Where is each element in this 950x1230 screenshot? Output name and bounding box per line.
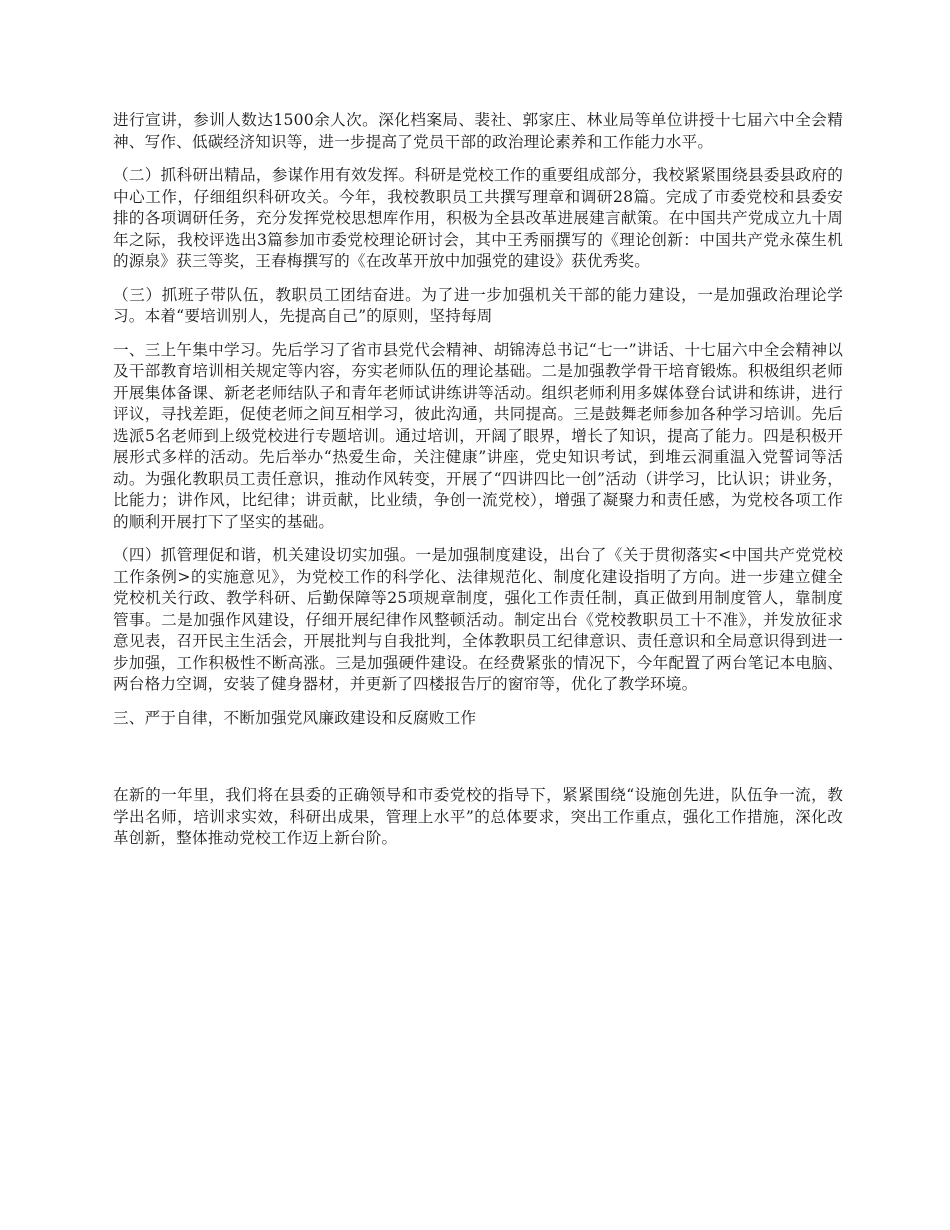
- paragraph-management: （四）抓管理促和谐，机关建设切实加强。一是加强制度建设，出台了《关于贯彻落实<中国共产党党校工作条例>的实施意见》，为党校工作的科学化、法律规范化、制度化建设指明了方向。进一步建立健全党校机关行政、教学科研、后勤保障等25项规章制度，强化工作责任制，真正做到用制度管人，靠制度管事。二是加强作风建设，仔细开展纪律作风整顿活动。制定出台《党校教职员工十不准》，并发放征求意见表，召开民主生活会，开展批判与自我批判，全体教职员工纪律意识、责任意识和全局意识得到进一步加强，工作积极性不断高涨。三是加强硬件建设。在经费紧张的情况下，今年配置了两台笔记本电脑、两台格力空调，安装了健身器材，并更新了四楼报告厅的窗帘等，优化了教学环境。: [113, 546, 843, 693]
- paragraph-research: （二）抓科研出精品，参谋作用有效发挥。科研是党校工作的重要组成部分，我校紧紧围绕县委县政府的中心工作，仔细组织科研攻关。今年，我校教职员工共撰写理章和调研28篇。完成了市委党校和县委安排的各项调研任务，充分发挥党校思想库作用，积极为全县改革进展建言献策。在中国共产党成立九十周年之际，我校评选出3篇参加市委党校理论研讨会，其中王秀丽撰写的《理论创新：中国共产党永葆生机的源泉》获三等奖，王春梅撰写的《在改革开放中加强党的建设》获优秀奖。: [113, 166, 843, 270]
- section-heading: 三、严于自律，不断加强党风廉政建设和反腐败工作: [113, 708, 477, 727]
- paragraph-team-building: （三）抓班子带队伍，教职员工团结奋进。为了进一步加强机关干部的能力建设，一是加强政治理论学习。本着“要培训别人，先提高自己”的原则，坚持每周: [113, 285, 843, 325]
- paragraph-training-summary: 进行宣讲，参训人数达1500余人次。深化档案局、裴社、郭家庄、林业局等单位讲授十七届六中全会精神、写作、低碳经济知识等，进一步提高了党员干部的政治理论素养和工作能力水平。: [113, 111, 843, 151]
- paragraph-team-activities: 一、三上午集中学习。先后学习了省市县党代会精神、胡锦涛总书记“七一”讲话、十七届六中全会精神以及干部教育培训相关规定等内容，夯实老师队伍的理论基础。二是加强教学骨干培育锻炼。积极组织老师开展集体备课、新老老师结队子和青年老师试讲练讲等活动。组织老师利用多媒体登台试讲和练讲，进行评议，寻找差距，促使老师之间互相学习，彼此沟通，共同提高。三是鼓舞老师参加各种学习培训。先后选派5名老师到上级党校进行专题培训。通过培训，开阔了眼界，增长了知识，提高了能力。四是积极开展形式多样的活动。先后举办“热爱生命，关注健康”讲座，党史知识考试，到堆云洞重温入党誓词等活动。为强化教职员工责任意识，推动作风转变，开展了“四讲四比一创”活动（讲学习，比认识；讲业务，比能力；讲作风，比纪律；讲贡献，比业绩，争创一流党校），增强了凝聚力和责任感，为党校各项工作的顺利开展打下了坚实的基础。: [113, 340, 843, 531]
- document-page: [113, 110, 843, 862]
- blank-gap: [113, 741, 843, 785]
- paragraph-closing: 在新的一年里，我们将在县委的正确领导和市委党校的指导下，紧紧围绕“设施创先进，队伍争一流，教学出名师，培训求实效，科研出成果，管理上水平”的总体要求，突出工作重点，强化工作措施，深化改革创新，整体推动党校工作迈上新台阶。: [113, 786, 843, 847]
